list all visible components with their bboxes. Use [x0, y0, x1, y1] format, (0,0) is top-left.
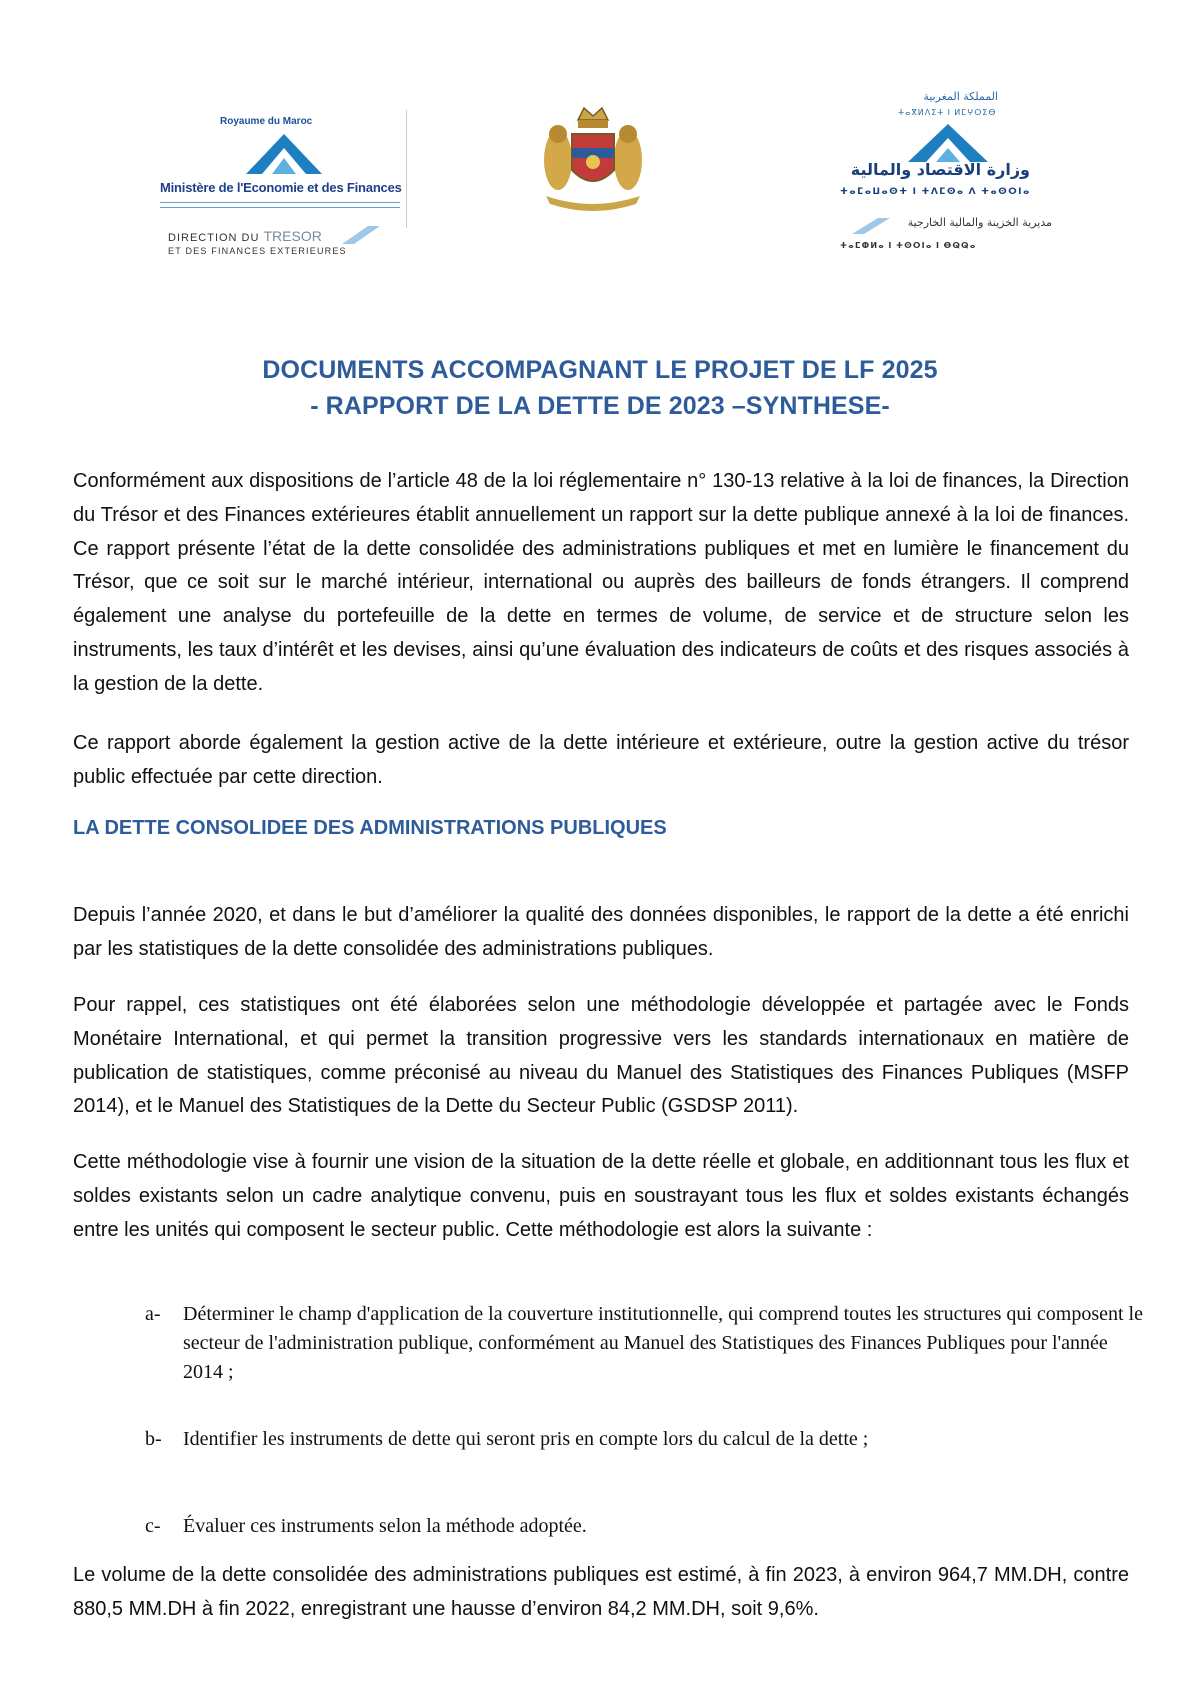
logo-kingdom-text: Royaume du Maroc [220, 116, 313, 127]
list-marker: c- [145, 1515, 161, 1537]
swoosh-logo-icon [338, 224, 382, 246]
list-item-text: Identifier les instruments de dette qui seront pris en compte lors du calcul de la dette ; [183, 1428, 869, 1450]
list-item-text: Déterminer le champ d'application de la couverture institutionnelle, qui comprend toutes les structures qui composent le secteur de l'administration publique, conformément au Manuel des Statistiques des Finances Publiques pour l'année 2014 ; [183, 1303, 1143, 1383]
paragraph-intro: Conformément aux dispositions de l’article 48 de la loi réglementaire n° 130-13 relative à la loi de finances, la Direction du Trésor et des Finances extérieures établit annuellement un rapport sur la dette publique annexé à la loi de finances. Ce rapport présente l’état de la dette consolidée des administrations publiques et met en lumière le financement du Trésor, que ce soit sur le marché intérieur, international ou auprès des bailleurs de fonds étrangers. Il comprend également une analyse du portefeuille de la dette en termes de volume, de service et de structure selon les instruments, les taux d’intérêt et les devises, ainsi qu’une évaluation des indicateurs de coûts et des risques associés à la gestion de la dette. [73, 470, 1129, 695]
logo-vertical-divider [406, 110, 407, 228]
paragraph-active-management: Ce rapport aborde également la gestion active de la dette intérieure et extérieure, outre la gestion active du trésor public effectuée par cette direction. [73, 732, 1129, 788]
paragraph-methodology-imf: Pour rappel, ces statistiques ont été élaborées selon une méthodologie développée et partagée avec le Fonds Monétaire International, et qui permet la transition progressive vers les standards internationaux en matière de publication de statistiques, comme préconisé au niveau du Manuel des Statistiques des Finances Publiques (MSFP 2014), et le Manuel des Statistiques de la Dette du Secteur Public (GSDSP 2011). [73, 994, 1129, 1118]
triangle-logo-icon [244, 132, 324, 176]
document-title-line1: DOCUMENTS ACCOMPAGNANT LE PROJET DE LF 2025 [262, 356, 938, 384]
logo-tifinagh-direction: ⵜⴰⵎⵀⵍⴰ ⵏ ⵜⵙⵔⵏⴰ ⵏ ⴱⵕⵕⴰ [840, 241, 977, 250]
swoosh-logo-icon [848, 216, 892, 236]
logo-arabic-ministry: وزارة الاقتصاد والمالية [850, 160, 1030, 179]
logo-tifinagh-kingdom: ⵜⴰⴳⵍⴷⵉⵜ ⵏ ⵍⵎⵖⵔⵉⴱ [898, 108, 997, 117]
logo-ministry-text: Ministère de l'Economie et des Finances [160, 180, 402, 195]
paragraph-methodology-aim: Cette méthodologie vise à fournir une vision de la situation de la dette réelle et globale, en additionnant tous les flux et soldes existants selon un cadre analytique convenu, puis en soustrayant tous les flux et soldes existants échangés entre les unités qui composent le secteur public. Cette méthodologie est alors la suivante : [73, 1151, 1129, 1241]
list-item-text: Évaluer ces instruments selon la méthode adoptée. [183, 1515, 587, 1537]
paragraph-debt-volume: Le volume de la dette consolidée des administrations publiques est estimé, à fin 2023, à environ 964,7 MM.DH, contre 880,5 MM.DH à fin 2022, enregistrant une hausse d’environ 84,2 MM.DH, soit 9,6%. [73, 1564, 1129, 1620]
logo-direction-line2: ET DES FINANCES EXTERIEURES [168, 246, 347, 256]
ministry-logo-left [160, 110, 410, 260]
logo-direction-text [168, 228, 322, 244]
document-title-line2: - RAPPORT DE LA DETTE DE 2023 –SYNTHESE- [310, 392, 890, 420]
coat-of-arms-icon [536, 100, 650, 212]
logo-arabic-direction: مديرية الخزينة والمالية الخارجية [907, 216, 1052, 229]
section-heading: LA DETTE CONSOLIDEE DES ADMINISTRATIONS PUBLIQUES [73, 817, 667, 839]
triangle-logo-icon [906, 122, 990, 164]
list-marker: a- [145, 1303, 161, 1325]
paragraph-since-2020: Depuis l’année 2020, et dans le but d’améliorer la qualité des données disponibles, le rapport de la dette a été enrichi par les statistiques de la dette consolidée des administrations publiques. [73, 904, 1129, 960]
logo-direction-prefix: DIRECTION DU [168, 232, 264, 244]
logo-arabic-kingdom: المملكة المغربية [923, 90, 998, 103]
logo-direction-tresor: TRESOR [263, 228, 322, 244]
ministry-logo-right [838, 86, 1058, 261]
logo-tifinagh-ministry: ⵜⴰⵎⴰⵡⴰⵙⵜ ⵏ ⵜⴷⵎⵙⴰ ⴷ ⵜⴰⵙⵔⵏⴰ [840, 186, 1031, 196]
list-marker: b- [145, 1428, 162, 1450]
logo-divider [160, 202, 400, 208]
